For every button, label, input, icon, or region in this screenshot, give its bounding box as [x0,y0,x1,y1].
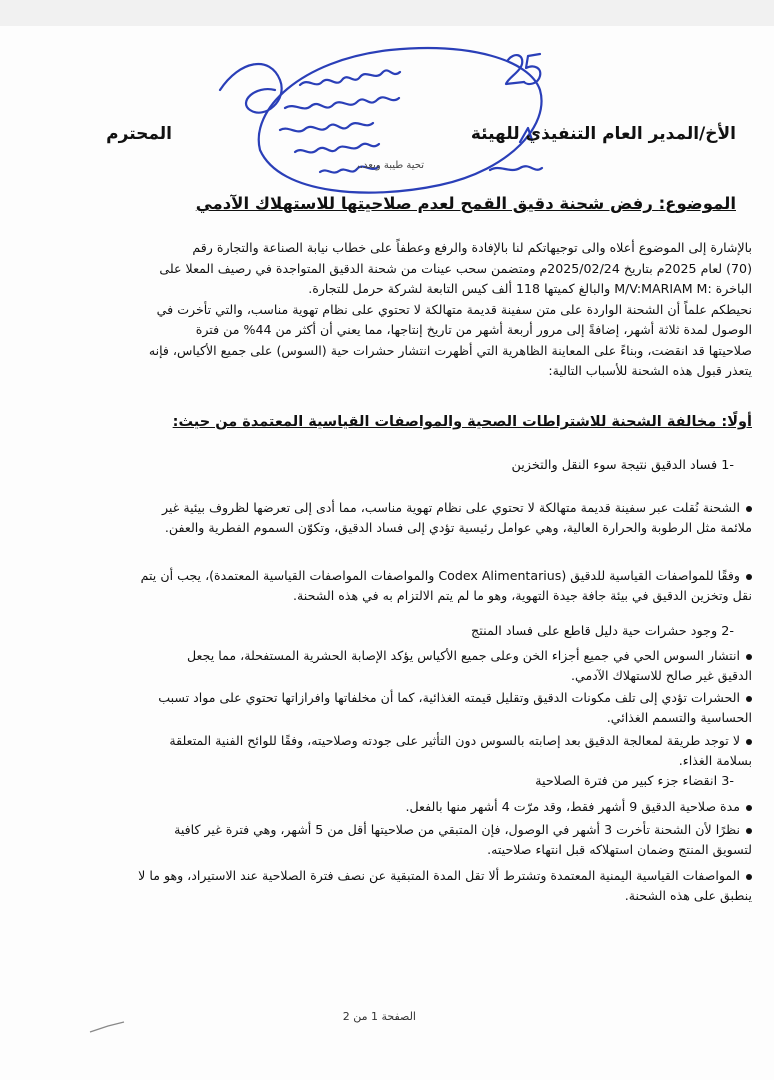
bullet-text: المواصفات القياسية اليمنية المعتمدة وتشترط ألا تقل المدة المتبقية عن نصف فترة الصلاحية عند الاستيراد، وهو ما لا [138,868,740,883]
addressee-line [416,124,736,144]
bullet-item [34,866,752,906]
bullet-icon [746,828,752,834]
bullet-text: نظرًا لأن الشحنة تأخرت 3 أشهر في الوصول، فإن المتبقي من صلاحيتها أقل من 5 أشهر، وهي فترة غير كافية [174,822,740,837]
bullet-icon [746,654,752,660]
greeting: تحية طيبة وبعد،، [356,160,424,171]
bullet-text: الشحنة نُقلت عبر سفينة قديمة متهالكة لا تحتوي على نظام تهوية مناسب، مما أدى إلى تعرضها لظروف بيئية غير [161,500,740,515]
bullet-text: انتشار السوس الحي في جميع أجزاء الخن وعلى جميع الأكياس يؤكد الإصابة الحشرية المستفحلة، مما يجعل [187,648,740,663]
bullet-text: بسلامة الغذاء. [678,753,752,768]
bullet-item [34,820,752,860]
bullet-text: نقل وتخزين الدقيق في بيئة جافة جيدة التهوية، وهو ما لم يتم الالتزام به في هذه الشحنة. [293,588,752,603]
item-3-title: -3 انقضاء جزء كبير من فترة الصلاحية [535,774,734,789]
subject-label: الموضوع: [658,194,736,213]
subject-line [96,194,736,213]
bullet-icon [746,739,752,745]
intro-line: (70) لعام 2025م بتاريخ 2025/02/24م ومتضمن سحب عينات من شحنة الدقيق المتواجدة في رصيف المعلا على [159,260,752,276]
handwritten-annotation [190,30,570,210]
bullet-icon [746,506,752,512]
bullet-item [34,566,752,606]
bullet-text: وفقًا للمواصفات القياسية للدقيق (Codex Alimentarius والمواصفات المواصفات القياسية المعتمدة)، يجب أن يتم [140,568,740,583]
intro-paragraph [34,238,752,382]
bullet-icon [746,574,752,580]
bullet-item [34,797,752,817]
intro-line: نحيطكم علماً أن الشحنة الواردة على متن سفينة قديمة متهالكة لا تحتوي على نظام تهوية مناسب، والتي تأخرت في [156,301,752,317]
intro-line: صلاحيتها قد انقضت، وبناءً على المعاينة الظاهرية التي أظهرت انتشار حشرات حية (السوس) على جميع الأكياس، فإنه [148,342,752,358]
bullet-icon [746,805,752,811]
page-number: الصفحة 1 من 2 [342,1010,416,1023]
intro-line: الباخرة :M/V:MARIAM M والبالغ كميتها 118 ألف كيس التابعة لشركة حرمل للتجارة. [308,281,752,296]
item-2-title: -2 وجود حشرات حية دليل قاطع على فساد المنتج [470,624,734,639]
intro-line: يتعذر قبول هذه الشحنة للأسباب التالية: [548,363,752,378]
bullet-text: الحساسية والتسمم الغذائي. [606,710,752,725]
bullet-text: الحشرات تؤدي إلى تلف مكونات الدقيق وتقليل قيمته الغذائية، كما أن مخلفاتها وافرازاتها تحتوي على مواد تسبب [158,690,740,705]
pen-mark [88,1020,128,1036]
bullet-item [34,646,752,686]
intro-line: الوصول لمدة ثلاثة أشهر، إضافةً إلى مرور أربعة أشهر من تاريخ إنتاجها، مما يعني أن أكثر من 44% من فترة [195,322,752,337]
honorific: المحترم [106,124,172,144]
subject-text: رفض شحنة دقيق القمح لعدم صلاحيتها للاستهلاك الآدمي [195,194,653,213]
intro-line: بالإشارة إلى الموضوع أعلاه والى توجيهاتكم لنا بالإفادة والرفع وعطفاً على خطاب نيابة الصناعة والتجارة رقم [192,240,752,255]
bullet-text: لتسويق المنتج وضمان استهلاكه قبل انتهاء صلاحيته. [487,842,752,857]
page-top-margin [0,0,774,26]
section-heading: أولًا: مخالفة الشحنة للاشتراطات الصحية والمواصفات القياسية المعتمدة من حيث: [172,414,752,430]
bullet-text: الدقيق غير صالح للاستهلاك الآدمي. [570,668,752,683]
bullet-item [34,688,752,728]
bullet-icon [746,874,752,880]
addressee: الأخ/المدير العام التنفيذي للهيئة [470,124,736,144]
bullet-item [34,498,752,538]
bullet-text: ينطبق على هذه الشحنة. [624,888,752,903]
bullet-text: لا توجد طريقة لمعالجة الدقيق بعد إصابته بالسوس دون التأثير على جودته وصلاحيته، وفقًا للوائح الفنية المتعلقة [169,733,740,748]
bullet-item [34,731,752,771]
item-1-title: -1 فساد الدقيق نتيجة سوء النقل والتخزين [511,458,734,473]
bullet-icon [746,696,752,702]
bullet-text: ملائمة مثل الرطوبة والحرارة العالية، وهي عوامل رئيسية تؤدي إلى فساد الدقيق، وتكوّن السموم الفطرية والعفن. [164,520,752,535]
bullet-text: مدة صلاحية الدقيق 9 أشهر فقط، وقد مرّت 4 أشهر منها بالفعل. [405,799,740,814]
